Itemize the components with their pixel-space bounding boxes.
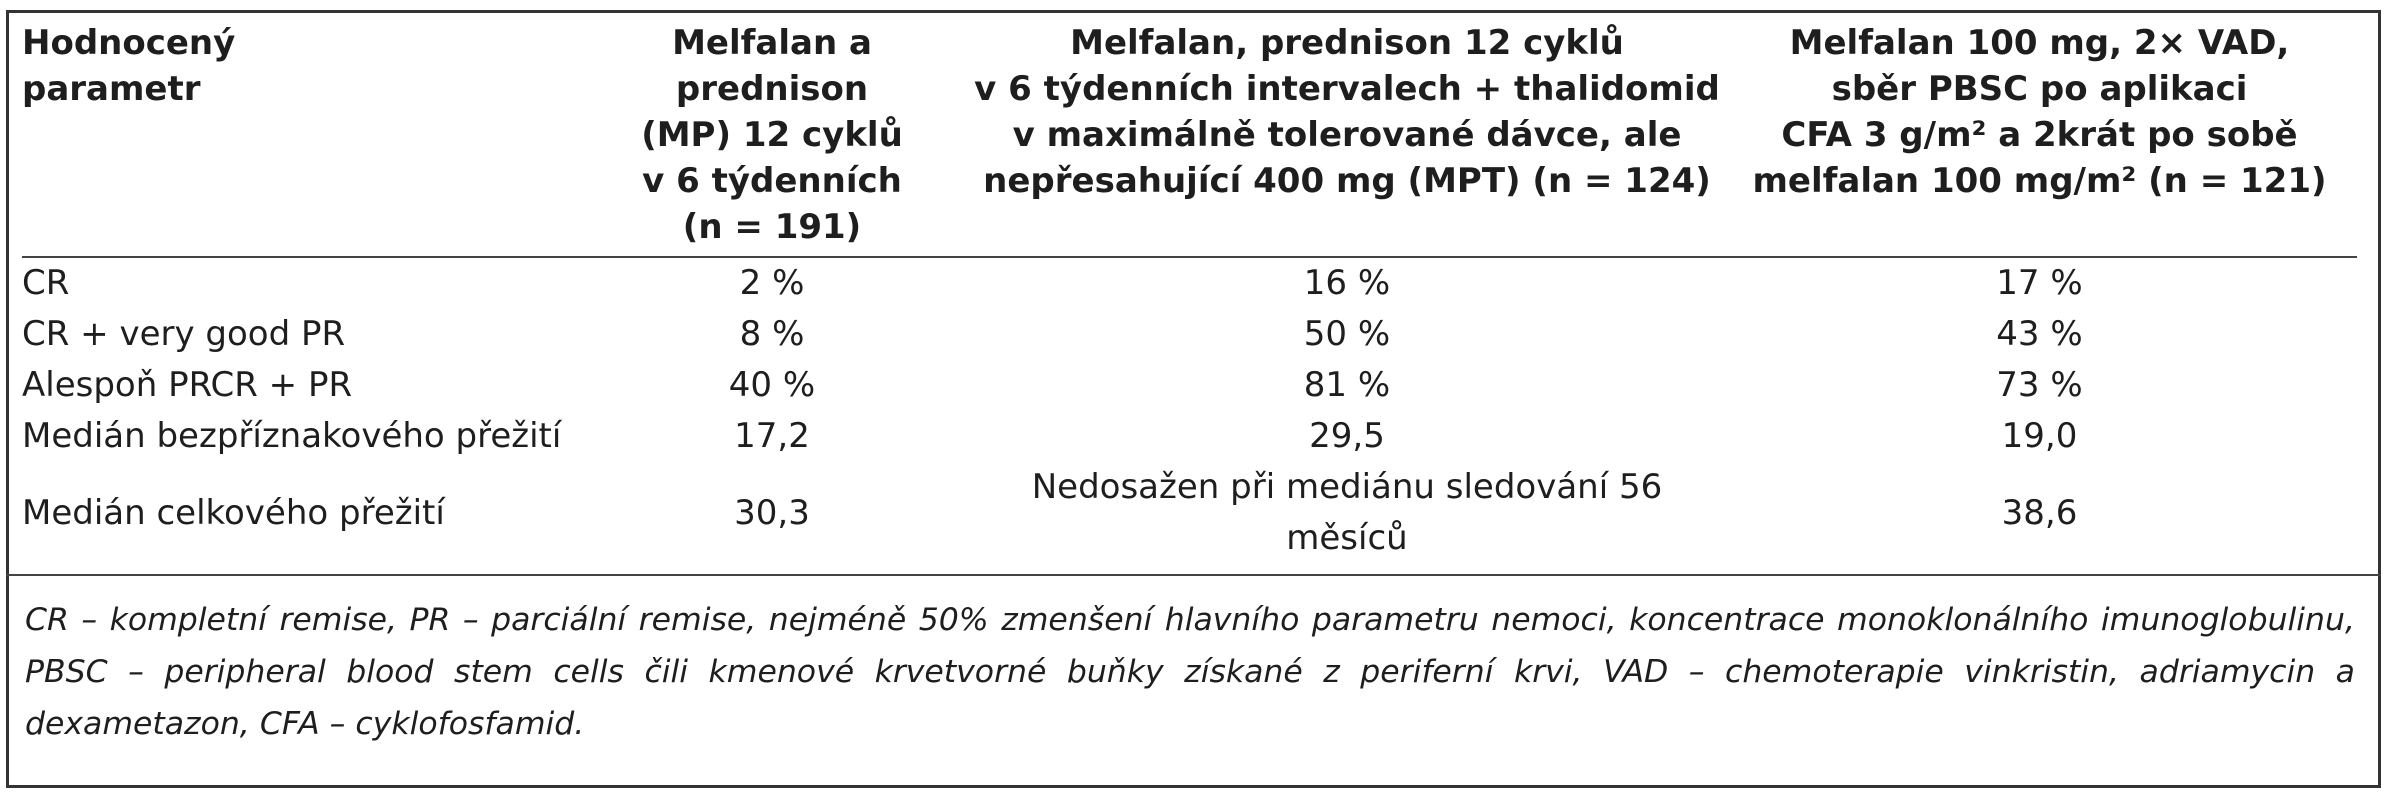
row-label: CR [22,263,70,303]
row-label: Medián bezpříznakového přežití [22,416,562,456]
cell-mp: 30,3 [734,492,810,533]
cell-melfalan-100: 73 % [1996,365,2083,405]
table-row [22,462,2357,564]
cell-mpt: 81 % [1303,365,1391,405]
cell-mp: 2 % [739,263,805,303]
cell-melfalan-100: 17 % [1996,263,2083,303]
table-row [22,411,2357,462]
table-row [22,360,2357,411]
footnote-divider [6,574,2381,576]
table-row [22,309,2357,360]
cell-mpt: 16 % [1303,263,1391,303]
cell-mpt: 29,5 [1309,416,1385,456]
row-label: Medián celkového přežití [22,492,445,533]
cell-mpt: Nedosažen při mediánu sledování 56 měsíců [1031,467,1663,558]
cell-melfalan-100: 38,6 [2001,492,2078,533]
cell-mpt: 50 % [1303,314,1391,354]
cell-melfalan-100: 19,0 [2001,416,2078,456]
results-table [22,18,2357,564]
header-parametr: Hodnocený parametr [22,23,236,109]
cell-mp: 17,2 [734,416,810,456]
table-footnote: CR – kompletní remise, PR – parciální remise, nejméně 50% zmenšení hlavního parametru nemoci, koncentrace monoklonálního imunoglobulinu, PBSC – peripheral blood stem cells čili kmenové krvetvorné buňky získané z periferní krvi, VAD – chemoterapie vinkristin, adriamycin a dexametazon, CFA – cyklofosfamid. [25,602,2355,742]
row-label: Alespoň PRCR + PR [22,365,353,405]
table-header-row [22,18,2357,257]
cell-melfalan-100: 43 % [1996,314,2083,354]
row-label: CR + very good PR [22,314,346,354]
header-melfalan-100: Melfalan 100 mg, 2× VAD, sběr PBSC po aplikaci CFA 3 g/m² a 2krát po sobě melfalan 100 mg/m² (n = 121) [1752,23,2327,201]
cell-mp: 8 % [739,314,805,354]
header-mpt: Melfalan, prednison 12 cyklů v 6 týdenních intervalech + thalidomid v maximálně tolerované dávce, ale nepřesahující 400 mg (MPT) (n = 124) [974,23,1720,201]
table-row [22,257,2357,309]
header-mp: Melfalan a prednison (MP) 12 cyklů v 6 týdenních (n = 191) [641,23,903,247]
cell-mp: 40 % [728,365,816,405]
